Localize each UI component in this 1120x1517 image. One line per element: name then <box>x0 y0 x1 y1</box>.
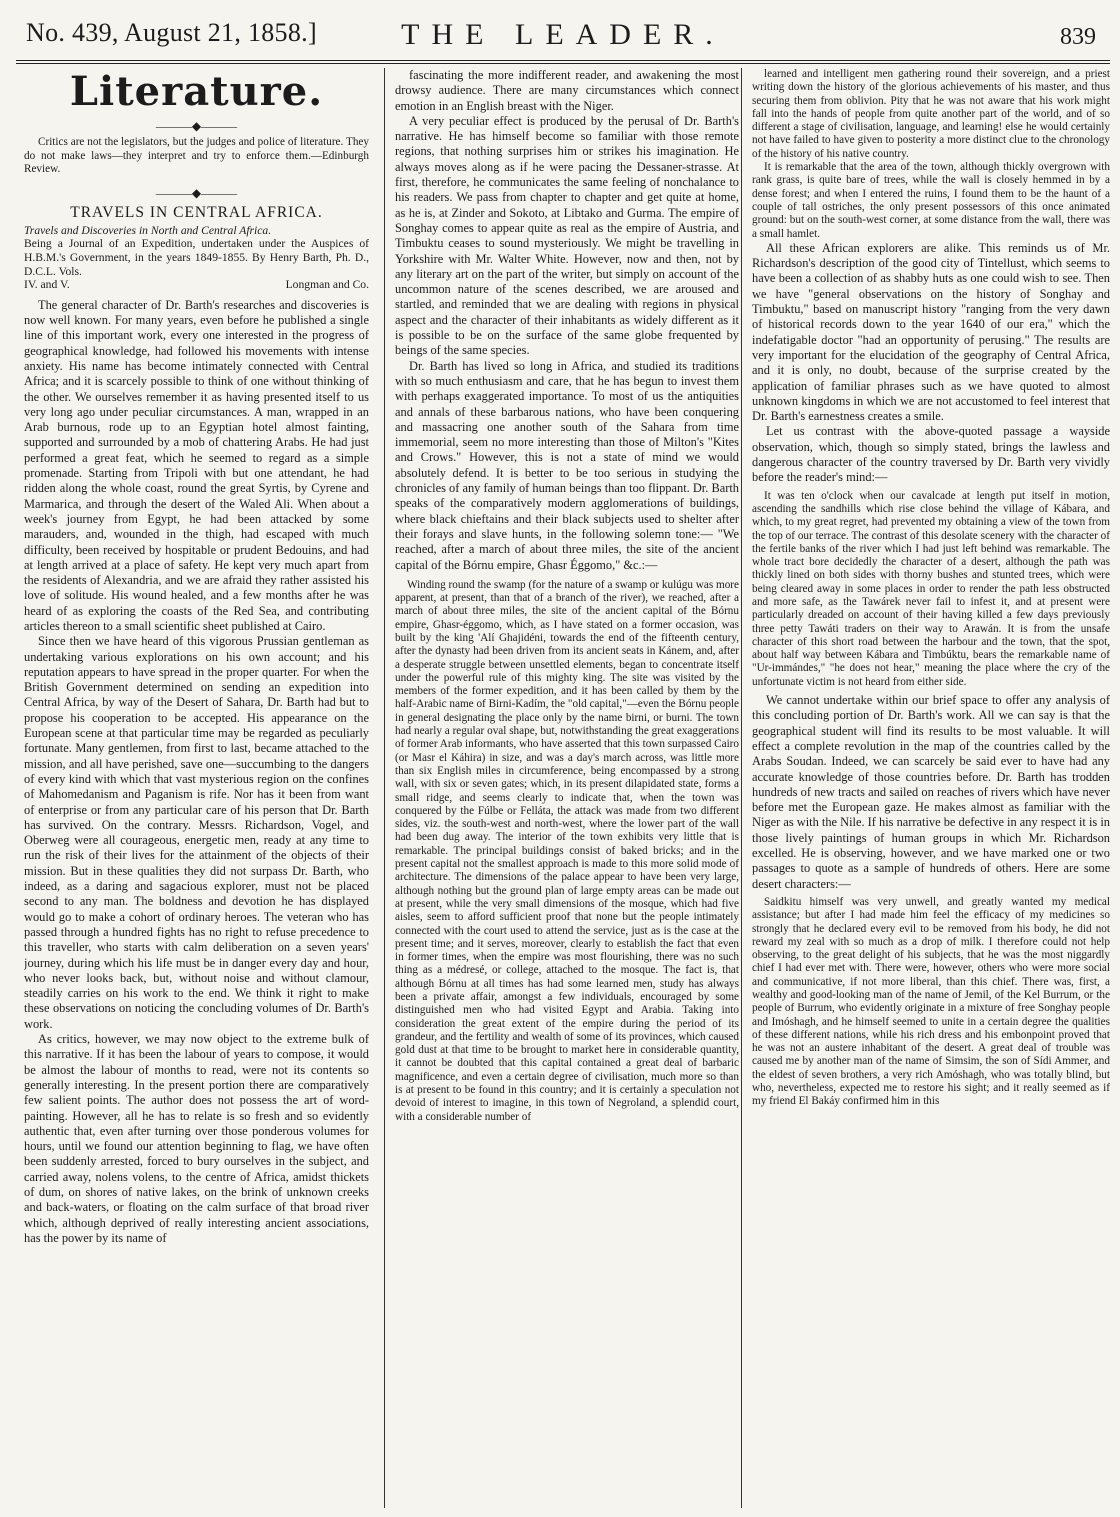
column-1 <box>24 68 369 1508</box>
paragraph: A very peculiar effect is produced by the perusal of Dr. Barth's narrative. He has himself become so familiar with those remote regions, that nothing surprises him or strikes his imagination. He always moves along as if he were pacing the Dessaner-strasse. At first, therefore, he communicates the same feeling of nonchalance to his readers. We pass from chapter to chapter and get quite at home, as he is, at Zinder and Sokoto, at Libtako and Gurma. The empire of Songhay comes to appear quite as real as the empire of Austria, and Timbuktu ceases to sound mysteriously. We might be travelling in Yorkshire with Mr. Walter White. However, now and then, not by any literary art on the part of the writer, but simply on account of the uncommon nature of the scenes described, we are aroused and startled, and reminded that we are dealing with regions in physical aspect and the character of their inhabitants as widely different as it is possible to be on the surface of the same globe frequented by beings of the same species. <box>395 113 739 358</box>
book-title: Travels and Discoveries in North and Central Africa. <box>24 223 272 237</box>
paragraph: Since then we have heard of this vigorous Prussian gentleman as undertaking various explorations on his own account; and his reputation appears to have spread in the proper quarter. For when the British Government determined on sending an expedition into Central Africa, by way of the Desert of Sahara, Dr. Barth had but to propose his cooperation to be accepted. His appearance on the European scene at that particular time may be regarded as peculiarly fortunate. Many gentlemen, from first to last, became attached to the mission, and all have perished, save one—succumbing to the dangers of every kind with which that vast mysterious region on the confines of Mahomedanism and Paganism is rife. Nor has it been from want of enterprise or from any particular care of his person that Dr. Barth has survived. On the contrary. Messrs. Richardson, Vogel, and Oberweg were all courageous, energetic men, ready at any time to run the risk of their lives for the attainment of the objects of their mission. But in these qualities they did not surpass Dr. Barth, who indeed, as a daring and sagacious explorer, must not be placed second to any man. The boldness and devotion he has displayed would go to make a cohort of ordinary heroes. The veteran who has passed through a hundred fights has no right to refuse precedence to this traveller, who starts with calm deliberation on a seven years' journey, during which his life must be in danger every day and hour, who never looks back, but, without noise and without clamour, steadily carries on his work to the end. We think it right to make these observations on noticing the concluding volumes of Dr. Barth's work. <box>24 634 369 1031</box>
block-quote <box>395 579 739 1124</box>
book-description: Being a Journal of an Expedition, undertaken under the Auspices of H.B.M.'s Government, in the years 1849-1855. By Henry Barth, Ph. D., D.C.L. Vols. <box>24 237 369 278</box>
ornament-divider: ———◆——— <box>155 185 238 200</box>
block-quote <box>752 490 1110 689</box>
page-number: 839 <box>1060 24 1096 50</box>
paragraph: The general character of Dr. Barth's researches and discoveries is now well known. For many years, even before he published a single line of this important work, every one interested in the progress of geographical knowledge, had followed his movements with intense anxiety. His name has become intimately connected with Central Africa; and it is scarcely possible to think of one without thinking of the other. We ourselves remember it as having presented itself to us very long ago under peculiar circumstances. A man, wrapped in an Arab burnous, rode up to an Egyptian hotel almost fainting, supported and surrounded by a mob of chattering Arabs. He had just performed a great feat, which he seemed to regard as a simple promenade. Starting from Tripoli with but one attendant, he had ridden along the whole coast, round the great Syrtis, by Cyrene and Marmarica, and through the desert of the Waled Ali. When about a week's journey from Egypt, he had been attacked by some marauders, and, wounded in the thigh, had escaped with much difficulty, been received by hospitable or prudent Bedouins, and had at length arrived at a place of safety. He kept very much apart from the residents of Alexandria, and we are afraid they rather assisted his love of solitude. His wound healed, and a few months after he was heard of as exploring the coasts of the Red Sea, and contributing articles thereon to a small scientific sheet published at Cairo. <box>24 297 369 633</box>
column-3 <box>741 68 1110 1508</box>
paragraph: fascinating the more indifferent reader, and awakening the most drowsy audience. There are many circumstances which connect emotion in an English breast with the Niger. <box>395 68 739 113</box>
newspaper-title: THE LEADER. <box>401 18 725 51</box>
issue-date: No. 439, August 21, 1858.] <box>26 18 317 47</box>
book-info <box>24 224 369 292</box>
paragraph: Dr. Barth has lived so long in Africa, and studied its traditions with so much enthusiasm and care, that he has begun to invest them with perhaps exaggerated importance. To most of us the antiquities and annals of these barbarous nations, who have been conquering and massacring one another south of the Sahara from time immemorial, seem no more interesting than those of Milton's "Kites and Crows." However, this is not a state of mind we would absolutely defend. It is better to be too serious in studying the chronicles of any family of human beings than too flippant. Dr. Barth speaks of the comparatively modern agglomerations of buildings, where black chieftains and their black subjects used to shelter after their forays and slave hunts, in the following solemn tone:— "We reached, after a march of about three miles, the site of the ancient capital of the Bórnu empire, Ghasr Éggomo," &c.:— <box>395 358 739 572</box>
block-quote <box>752 68 1110 241</box>
quote-paragraph: Winding round the swamp (for the nature of a swamp or kulúgu was more apparent, at present, than that of a branch of the river), we reached, after a march of about three miles, the site of the ancient capital of the Bórnu empire, Ghasr-éggomo, which, as I have stated on a former occasion, was built by the king 'Alí Ghajidéni, towards the end of the fifteenth century, after the dynasty had been driven from its ancient seats in Kánem, and, after a desperate struggle between unsettled elements, began to concentrate itself under the powerful rule of this mighty king. The site was visited by the members of the former expedition, and it has been called by them by the half-Arabic name of Birni-Kadím, the "old capital,"—even the Bórnu people in general designating the place only by the name birni, or burni. The town had nearly a regular oval shape, but, notwithstanding the great exaggerations of former Arab informants, who have asserted that this town surpassed Cairo (or Masr el Káhira) in size, and was a day's march across, was little more than six English miles in circumference, being encompassed by a strong wall, with six or seven gates; which, in its present dilapidated state, forms a small ridge, and seems clearly to indicate that, when the town was conquered by the Fúlbe or Felláta, the attack was made from two different sides, viz. the south-west and north-west, where the lower part of the wall had been dug away. The interior of the town exhibits very little that is remarkable. The principal buildings consist of baked bricks; and in the present capital not the smallest approach is made to this more solid mode of architecture. The dimensions of the palace appear to have been very large, although nothing but the ground plan of large empty areas can be made out at present, while the very small dimensions of the mosque, which had five aisles, seem to afford sufficient proof that none but the people intimately connected with the court used to attend the service, just as is the case at the present time; and it serves, moreover, clearly to establish the fact that even in former times, when the empire was most flourishing, there was no such thing as a médresé, or college, attached to the mosque. The fact is, that although Bórnu at all times has had some learned men, study has always been a private affair, amongst a few individuals, encouraged by some distinguished men who had visited Egypt and Arabia. Taking into consideration the great extent of the empire during the period of its grandeur, and the fertility and wealth of some of its provinces, which caused gold dust at that time to be brought to market here in considerable quantity, it cannot be doubted that this capital contained a great deal of barbaric magnificence, and even a certain degree of civilisation, much more so than is at present to be found in this country; and it is certainly a speculation not devoid of interest to imagine, in this town of Negroland, a splendid court, with a considerable number of <box>395 578 739 1123</box>
paragraph: As critics, however, we may now object to the extreme bulk of this narrative. If it has been the labour of years to compose, it would be almost the labour of months to read, were not its contents so generally interesting. In the present portion there are comparatively few salient points. The author does not possess the art of word-painting. However, all he has to relate is so fresh and so evidently authentic that, even after turning over those ponderous volumes for hours, until we found our attention beginning to flag, we have often been suddenly arrested, forced to bury ourselves in the subject, and carried away, nolens volens, to the centre of Africa, amidst thickets of dum, on shores of native lakes, on the brink of unknown creeks and back-waters, or floating on the calm surface of that broad river which, although deprived of really interesting ancient associations, has the power by its name of <box>24 1032 369 1245</box>
masthead <box>16 10 1110 64</box>
quote-paragraph: It is remarkable that the area of the town, although thickly overgrown with rank grass, is quite bare of trees, while the wall is closely hemmed in by a dense forest; and when I entered the ruins, I found them to be the haunt of a couple of tall ostriches, the only present possessors of this once animated ground: but on the south-west corner, at some distance from the wall, there was a small hamlet. <box>752 161 1110 240</box>
column-2 <box>384 68 739 1508</box>
section-title: Literature. <box>69 68 324 115</box>
book-publisher: Longman and Co. <box>285 278 369 292</box>
paragraph: Let us contrast with the above-quoted passage a wayside observation, which, though so simply stated, brings the lawless and dangerous character of the country traversed by Dr. Barth very vividly before the reader's mind:— <box>752 424 1110 485</box>
quote-paragraph: Saidkitu himself was very unwell, and greatly wanted my medical assistance; but after I had made him feel the efficacy of my medicines so strongly that he declared every evil to be removed from his body, he did not reward my zeal with so much as a drop of milk. I therefore could not help observing, to the great delight of his subjects, that he was the most niggardly chief I had ever met with. There were, however, others who were more social and communicative, if not more liberal, than this chief. There was, first, a wealthy and good-looking man of the name of Jemil, of the Kel Burrum, or the people of Burrum, who evidently originate in a mixture of free Songhay people and Imóshagh, and he himself seemed to unite in a certain degree the qualities of these different nations, while his rich dress and his embonpoint proved that he was not an austere inhabitant of the desert. A great deal of trouble was caused me by another man of the name of Simsim, the son of Sídi Ammer, and the eldest of seven brothers, a very rich Amóshagh, who was totally blind, but who, nevertheless, expected me to restore his sight; and it really seemed as if my friend El Bakáy confirmed him in this <box>752 895 1110 1108</box>
block-quote <box>752 896 1110 1109</box>
paragraph: All these African explorers are alike. This reminds us of Mr. Richardson's description of the good city of Tintellust, which seems to have been a collection of as shabby huts as one could wish to see. Then we have "general observations on the history of Songhay and Timbuktu," based on manuscript history "ranging from the very dawn of historical records down to the year 1640 of our era," which the indefatigable doctor "had an opportunity of perusing." The results are very important for the elucidation of the geography of Central Africa, and it is only, no doubt, because of the surprise created by the application of familiar phrases such as we have quoted to almost unknown kingdoms in which we are not accustomed to feel interest that Dr. Barth's earnestness creates a smile. <box>752 240 1110 424</box>
paragraph: We cannot undertake within our brief space to offer any analysis of this concluding portion of Dr. Barth's work. All we can say is that the geographical student will find its results to be most valuable. It will effect a complete revolution in the map of the countries called by the Arabs Soudan. Indeed, we can scarcely be said ever to have had any accurate knowledge of those countries before. Dr. Barth has trodden hundreds of new tracts and sailed on reaches of rivers which have never before met the European gaze. He makes almost as familiar with the Niger as with the Nile. If his narrative be defective in any respect it is in those lively paintings of human groups in which Mr. Richardson excelled. He is observing, however, and we have marked one or two passages to quote as a sample of hundreds of others. Here are some desert characters:— <box>752 693 1110 891</box>
ornament-divider: ———◆——— <box>155 119 238 133</box>
quote-paragraph: learned and intelligent men gathering round their sovereign, and a priest writing down the history of the glorious achievements of his master, and thus securing them from oblivion. Pity that he was not aware that his work might fall into the hands of people from quite another part of the world, and of so different a stage of civilisation, language, and learning! else he would certainly not have failed to have given to posterity a more distinct clue to the chronology of the history of his native country. <box>752 68 1110 160</box>
article-title: TRAVELS IN CENTRAL AFRICA. <box>70 203 323 221</box>
book-volumes: IV. and V. <box>24 278 70 292</box>
quote-paragraph: It was ten o'clock when our cavalcade at length put itself in motion, ascending the sandhills which rise close behind the village of Kábara, and which, to my great regret, had prevented my obtaining a view of the town from the top of our terrace. The contrast of this desolate scenery with the character of the fertile banks of the river which I had just left behind was remarkable. The whole tract bore decidedly the character of a desert, although the path was thickly lined on both sides with thorny bushes and stunted trees, which were being cleared away in some places in order to render the path less obstructed and more safe, as the Tawárek never fail to infest it, and at present were particularly dreaded on account of their having killed a few days previously three petty Tawáti traders on their way to Arawán. It is from the unsafe character of this short road between the harbour and the town, that the spot, about half way between Kábara and Timbúktu, bears the remarkable name of "Ur-immándes," "he does not hear," meaning the place where the cry of the unfortunate victim is not heard from either side. <box>752 489 1110 688</box>
motto: Critics are not the legislators, but the judges and police of literature. They do not make laws—they interpret and try to enforce them.—Edinburgh Review. <box>24 136 369 175</box>
